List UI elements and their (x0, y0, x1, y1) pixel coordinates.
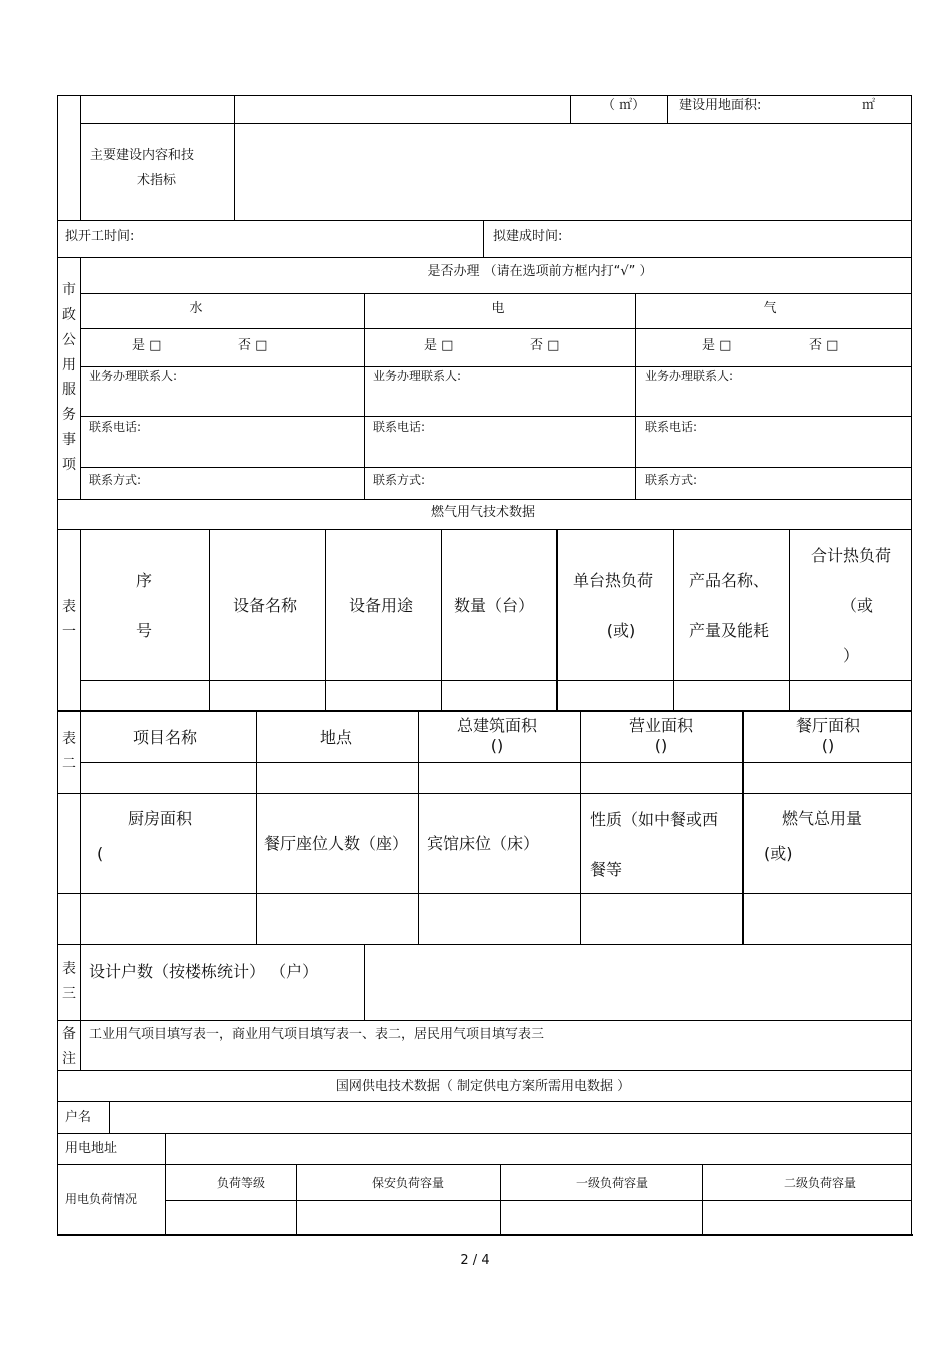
beds-header: 宾馆床位（床） (427, 834, 540, 853)
gas-total-header: 燃气总用量 (782, 809, 863, 828)
security-load-header: 保安负荷容量 (371, 1176, 445, 1190)
main-content-label-2: 术指标 (137, 173, 177, 188)
gas-contact-person: 业务办理联系人: (645, 369, 734, 383)
column-water: 水 (189, 301, 203, 316)
main-content-label: 主要建设内容和技 (90, 148, 195, 163)
single-load-header-2: (或) (606, 621, 636, 640)
gas-section-title: 燃气用气技术数据 (430, 505, 536, 520)
quantity-header: 数量（台） (453, 596, 535, 615)
gas-no-checkbox[interactable]: 否 □ (809, 338, 839, 353)
households-label: 设计户数（按楼栋统计） （户） (89, 962, 319, 981)
kitchen-area-header: 厨房面积 (128, 809, 193, 828)
nature-header-2: 餐等 (590, 860, 623, 879)
single-load-header: 单台热负荷 (572, 571, 654, 590)
gas-yes-checkbox[interactable]: 是 □ (702, 338, 732, 353)
municipal-instruction: 是否办理 （请在选项前方框内打“√” ） (427, 264, 653, 279)
kitchen-area-header-2: ( (97, 844, 104, 863)
total-load-header: 合计热负荷 (810, 546, 892, 565)
device-use-header: 设备用途 (348, 596, 414, 615)
start-time-label: 拟开工时间: (65, 229, 135, 244)
seq-header-2: 号 (135, 621, 153, 640)
project-name-header: 项目名称 (132, 728, 198, 747)
total-area-header: 总建筑面积 (456, 716, 538, 735)
restaurant-area-unit: () (821, 736, 835, 755)
water-no-checkbox[interactable]: 否 □ (238, 338, 268, 353)
water-contact-person: 业务办理联系人: (89, 369, 178, 383)
municipal-side-label: 市政公用服务事项 (62, 282, 76, 473)
water-contact-method: 联系方式: (89, 473, 142, 487)
remarks-side-label: 备注 (62, 1026, 76, 1067)
remarks-text: 工业用气项目填写表一，商业用气项目填写表一、表二，居民用气项目填写表三 (89, 1027, 545, 1042)
business-area-header: 营业面积 (628, 716, 694, 735)
level2-load-header: 二级负荷容量 (783, 1176, 857, 1190)
electricity-contact-person: 业务办理联系人: (373, 369, 462, 383)
business-area-unit: () (654, 736, 668, 755)
nature-header: 性质（如中餐或西 (590, 810, 719, 829)
electricity-no-checkbox[interactable]: 否 □ (530, 338, 560, 353)
seq-header: 序 (135, 571, 153, 590)
total-area-unit: () (490, 736, 504, 755)
electricity-phone: 联系电话: (373, 420, 426, 434)
unit-label: （ ㎡） (602, 98, 646, 113)
water-phone: 联系电话: (89, 420, 142, 434)
load-situation-label: 用电负荷情况 (65, 1192, 138, 1206)
total-load-header-3: ） (842, 646, 860, 665)
land-area-label: 建设用地面积: (679, 98, 762, 113)
total-load-header-2: （或 (840, 596, 874, 615)
level1-load-header: 一级负荷容量 (575, 1176, 649, 1190)
address-label: 用电地址 (65, 1141, 118, 1156)
gas-phone: 联系电话: (645, 420, 698, 434)
page-number: 2 / 4 (460, 1253, 490, 1268)
land-area-unit: ㎡ (862, 98, 876, 113)
table2-side-label: 表二 (62, 731, 76, 772)
device-name-header: 设备名称 (232, 596, 298, 615)
electricity-yes-checkbox[interactable]: 是 □ (424, 338, 454, 353)
gas-contact-method: 联系方式: (645, 473, 698, 487)
product-header-2: 产量及能耗 (688, 621, 770, 640)
gas-total-header-2: (或) (764, 844, 793, 863)
power-section-title: 国网供电技术数据（ 制定供电方案所需用电数据 ） (335, 1079, 631, 1094)
load-level-header: 负荷等级 (216, 1176, 266, 1190)
finish-time-label: 拟建成时间: (493, 229, 563, 244)
table3-side-label: 表三 (62, 961, 76, 1002)
column-electricity: 电 (491, 301, 505, 316)
column-gas: 气 (763, 301, 777, 316)
seats-header: 餐厅座位人数（座） (264, 834, 409, 853)
electricity-contact-method: 联系方式: (373, 473, 426, 487)
water-yes-checkbox[interactable]: 是 □ (132, 338, 162, 353)
restaurant-area-header: 餐厅面积 (795, 716, 861, 735)
product-header: 产品名称、 (688, 571, 770, 590)
account-name-label: 户名 (65, 1110, 92, 1125)
table1-side-label: 表一 (62, 599, 76, 640)
location-header: 地点 (319, 728, 353, 747)
